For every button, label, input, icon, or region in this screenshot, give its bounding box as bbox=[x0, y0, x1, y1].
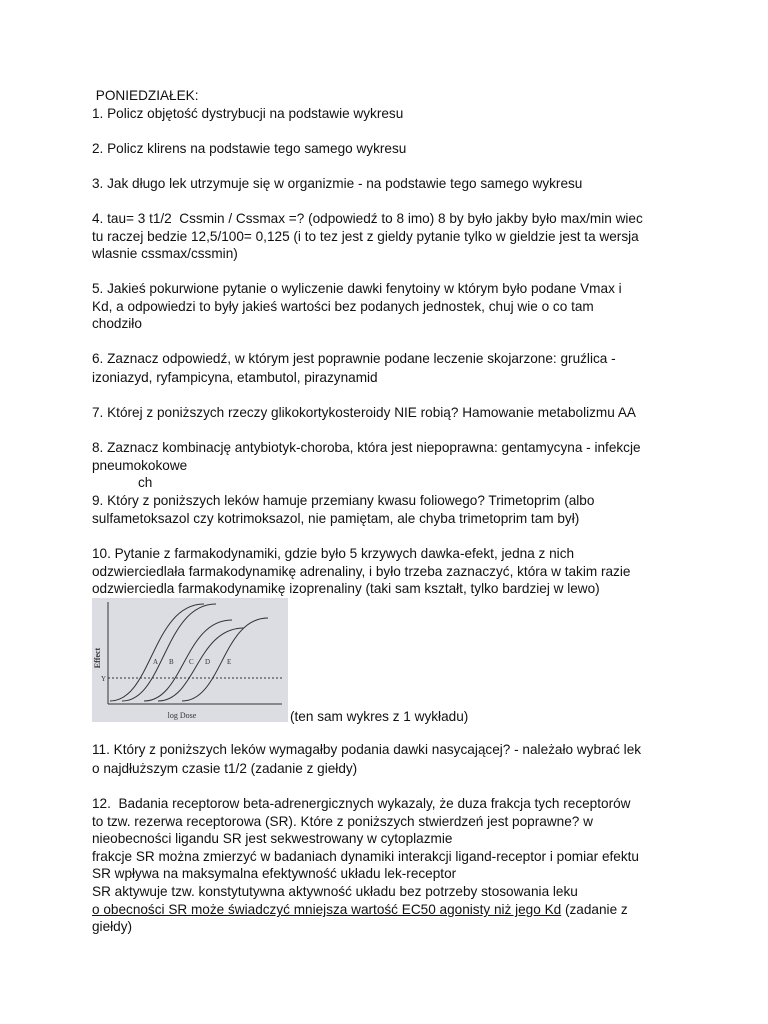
question-12-answer-line bbox=[92, 901, 628, 919]
question-12-option-wplywa: SR wpływa na maksymalna efektywność układu lek-receptor bbox=[92, 866, 457, 881]
question-12-line-1: 12. Badania receptorow beta-adrenergicznych wykazaly, że duza frakcja tych receptorów bbox=[92, 796, 631, 811]
question-1: 1. Policz objętość dystrybucji na podstawie wykresu bbox=[92, 106, 404, 121]
correct-answer: o obecności SR może świadczyć mniejsza wartość EC50 agonisty niż jego Kd bbox=[92, 902, 562, 917]
answer-source-note-cont: giełdy) bbox=[92, 919, 133, 934]
curve-label-d: D bbox=[205, 658, 211, 666]
x-axis-label: log Dose bbox=[167, 711, 197, 720]
question-3: 3. Jak długo lek utrzymuje się w organizmie - na podstawie tego samego wykresu bbox=[92, 176, 583, 191]
question-5-line-1: 5. Jakieś pokurwione pytanie o wyliczenie dawki fenytoiny w którym było podane Vmax i bbox=[92, 281, 622, 296]
question-12-line-2: to tzw. rezerwa receptorowa (SR). Które z poniższych stwierdzeń jest poprawne? w bbox=[92, 814, 593, 829]
question-4-line-3: wlasnie cssmax/cssmin) bbox=[92, 246, 238, 261]
question-9-line-2: sulfametoksazol czy kotrimoksazol, nie pamiętam, ale chyba trimetoprim tam był) bbox=[92, 511, 580, 526]
curve-e bbox=[182, 618, 268, 701]
question-10-line-2: odzwierciedlała farmakodynamikę adrenaliny, i było trzeba zaznaczyć, która w takim razie bbox=[92, 564, 631, 579]
question-9-line-1: 9. Który z poniższych leków hamuje przemiany kwasu foliowego? Trimetoprim (albo bbox=[92, 493, 595, 508]
question-10-line-1: 10. Pytanie z farmakodynamiki, gdzie było 5 krzywych dawka-efekt, jedna z nich bbox=[92, 546, 575, 561]
figure-caption: (ten sam wykres z 1 wykładu) bbox=[290, 709, 469, 724]
question-8-line-1: 8. Zaznacz kombinację antybiotyk-choroba, która jest niepoprawna: gentamycyna - infekcje bbox=[92, 440, 641, 455]
question-8-line-2: pneumokokowe bbox=[92, 458, 188, 473]
dose-effect-curves bbox=[92, 598, 288, 722]
question-7: 7. Której z poniższych rzeczy glikokortykosteroidy NIE robią? Hamowanie metabolizmu AA bbox=[92, 405, 636, 420]
question-6-line-1: 6. Zaznacz odpowiedź, w którym jest poprawnie podane leczenie skojarzone: gruźlica - bbox=[92, 351, 616, 366]
answer-source-note: (zadanie z bbox=[561, 902, 628, 917]
curve-label-b: B bbox=[169, 658, 174, 666]
question-11-line-1: 11. Który z poniższych leków wymagałby podania dawki nasycającej? - należało wybrać lek bbox=[92, 742, 642, 757]
question-11-line-2: o najdłuższym czasie t1/2 (zadanie z giełdy) bbox=[92, 761, 358, 776]
question-6-line-2: izoniazyd, ryfampicyna, etambutol, pirazynamid bbox=[92, 370, 378, 385]
curve-label-a: A bbox=[153, 658, 159, 666]
question-12-option-aktywuje: SR aktywuje tzw. konstytutywna aktywność układu bez potrzeby stosowania leku bbox=[92, 884, 578, 899]
question-2: 2. Policz klirens na podstawie tego samego wykresu bbox=[92, 141, 407, 156]
y-axis-label: Effect bbox=[93, 647, 102, 669]
question-4-line-1: 4. tau= 3 t1/2 Cssmin / Cssmax =? (odpowiedź to 8 imo) 8 by było jakby było max/min wiec bbox=[92, 211, 643, 226]
y-marker-label: Y bbox=[101, 675, 107, 683]
heading-day: PONIEDZIAŁEK: bbox=[92, 88, 199, 103]
curve-label-e: E bbox=[227, 658, 232, 666]
question-4-line-2: tu raczej bedzie 12,5/100= 0,125 (i to tez jest z gieldy pytanie tylko w gieldzie jest ta wersja bbox=[92, 229, 639, 244]
question-5-line-2: Kd, a odpowiedzi to były jakieś wartości bez podanych jednostek, chuj wie o co tam bbox=[92, 299, 594, 314]
curve-label-c: C bbox=[189, 658, 194, 666]
question-10-line-3: odzwierciedla farmakodynamikę izoprenaliny (taki sam kształt, tylko bardziej w lewo) bbox=[92, 581, 600, 596]
question-5-line-3: chodziło bbox=[92, 316, 142, 331]
question-12-line-3: nieobecności ligandu SR jest sekwestrowany w cytoplazmie bbox=[92, 831, 453, 846]
stray-text: ch bbox=[138, 475, 153, 490]
question-12-option-frakcje: frakcje SR można zmierzyć w badaniach dynamiki interakcji ligand-receptor i pomiar efektu bbox=[92, 849, 639, 864]
dose-effect-figure bbox=[92, 598, 288, 722]
